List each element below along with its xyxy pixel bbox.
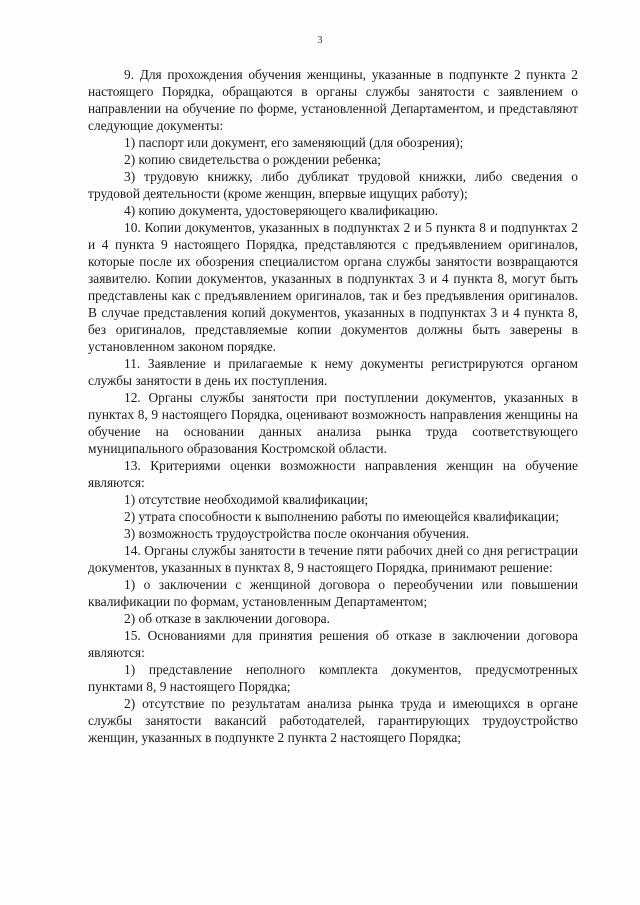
list-item: 1) паспорт или документ, его заменяющий (для обозрения); [124, 135, 464, 150]
paragraph-14: 14. Органы службы занятости в течение пяти рабочих дней со дня регистрации документов, указанных в пунктах 8, 9 настоящего Порядка, принимают решение: [88, 543, 578, 575]
list-item: 1) представление неполного комплекта документов, предусмотренных пунктами 8, 9 настоящего Порядка; [88, 662, 578, 694]
paragraph-15: 15. Основаниями для принятия решения об отказе в заключении договора являются: [88, 628, 578, 660]
paragraph-13: 13. Критериями оценки возможности направления женщин на обучение являются: [88, 458, 578, 490]
paragraph-9: 9. Для прохождения обучения женщины, указанные в подпункте 2 пункта 2 настоящего Порядка, обращаются в органы службы занятости с заявлением о направлении на обучение по форме, установленной Департаментом, и представляют следующие документы: [88, 67, 578, 133]
list-item: 4) копию документа, удостоверяющего квалификацию. [124, 203, 439, 218]
paragraph-12: 12. Органы службы занятости при поступлении документов, указанных в пунктах 8, 9 настоящего Порядка, оценивают возможность направления женщины на обучение на основании данных анализа рынка труда соответствующего муниципального образования Костромской области. [88, 390, 578, 456]
document-body [88, 66, 578, 746]
list-item: 2) утрата способности к выполнению работы по имеющейся квалификации; [124, 509, 559, 524]
list-item: 1) отсутствие необходимой квалификации; [124, 492, 369, 507]
page-number: 3 [317, 35, 323, 46]
list-item: 2) отсутствие по результатам анализа рынка труда и имеющихся в органе службы занятости вакансий работодателей, гарантирующих трудоустройство женщин, указанных в подпункте 2 пункта 2 настоящего Порядка; [88, 696, 578, 745]
list-item: 3) возможность трудоустройства после окончания обучения. [124, 526, 470, 541]
paragraph-10: 10. Копии документов, указанных в подпунктах 2 и 5 пункта 8 и подпунктах 2 и 4 пункта 9 настоящего Порядка, представляются с предъявлением оригиналов, которые после их обозрения специалистом органа службы занятости возвращаются заявителю. Копии документов, указанных в подпунктах 3 и 4 пункта 8, могут быть представлены как с предъявлением оригиналов, так и без предъявления оригиналов. В случае представления копий документов, указанных в подпунктах 3 и 4 пункта 8, без оригиналов, представляемые копии документов должны быть заверены в установленном законом порядке. [88, 220, 578, 354]
list-item: 2) копию свидетельства о рождении ребенка; [124, 152, 382, 167]
list-item: 2) об отказе в заключении договора. [124, 611, 330, 626]
list-item: 3) трудовую книжку, либо дубликат трудовой книжки, либо сведения о трудовой деятельности (кроме женщин, впервые ищущих работу); [88, 169, 578, 201]
paragraph-11: 11. Заявление и прилагаемые к нему документы регистрируются органом службы занятости в день их поступления. [88, 356, 578, 388]
list-item: 1) о заключении с женщиной договора о переобучении или повышении квалификации по формам, установленным Департаментом; [88, 577, 578, 609]
